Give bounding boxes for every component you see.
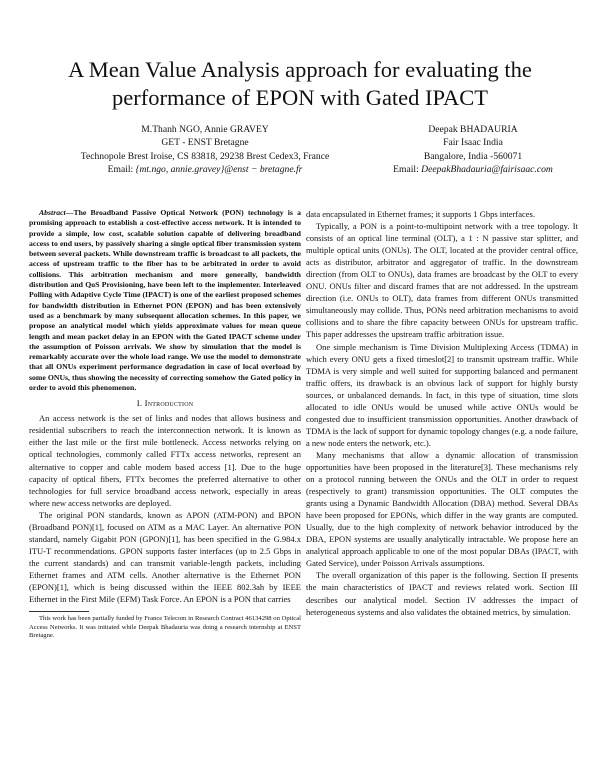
right-column	[306, 208, 578, 618]
email-label: Email:	[393, 164, 419, 176]
footnote-divider	[29, 611, 89, 612]
section-title: Introduction	[144, 398, 194, 409]
author-names: M.Thanh NGO, Annie GRAVEY	[141, 124, 269, 135]
author-email: {mt.ngo, annie.gravey}@enst − bretagne.fr	[135, 164, 303, 176]
author-affiliation: Fair Isaac India	[443, 137, 503, 149]
author-email-line	[358, 163, 588, 176]
author-email: DeepakBhadauria@fairisaac.com	[421, 164, 553, 176]
author-address: Technopole Brest Iroise, CS 83818, 29238 Brest Cedex3, France	[80, 150, 330, 162]
body-paragraph: data encapsulated in Ethernet frames; it supports 1 Gbps interfaces.	[306, 209, 535, 219]
email-label: Email:	[107, 164, 134, 176]
body-paragraph: The original PON standards, known as APON (ATM-PON) and BPON (Broadband PON)[1], focused on ATM as a MAC Layer. An alternative PON standard, namely Gigabit PON (GPON)[1], has been specified in the G.984.x ITU-T recommendations. GPON supports faster interfaces (up to 2.5 Gbps in the current standards) and can transmit variable-length packets, including Ethernet frames and ATM cells. Another alternative is the Ethernet PON (EPON)[1], which is being discussed within the IEEE 802.3ah by IEEE Ethernet in the First Mile (EFM) Task Force. An EPON is a PON that carries	[29, 509, 301, 605]
section-number: I.	[136, 398, 143, 409]
body-paragraph: An access network is the set of links and nodes that allows business and residential subscribers to reach the interconnection network. It is known as either the last mile or the first mile bottleneck. Access networks relying on optical technologies, commonly called FTTx access networks, represent an alternative to copper and cable modem based access [1]. Due to the huge capacity of optical fibers, FTTx becomes the preferred alternative to other technologies for full service broadband access network, especially in areas where new access networks are deployed.	[29, 413, 301, 508]
author-email-line	[40, 163, 370, 176]
body-paragraph: Many mechanisms that allow a dynamic allocation of transmission opportunities have been proposed in the literature[3]. These mechanisms rely on a protocol running between the ONUs and the OLT in order to request (respectively to grant) transmission opportunities. The OLT computes the grants using a Dynamic Bandwidth Allocation (DBA) method. Several DBAs have been proposed for EPONs, which differ in the way grants are computed. Usually, due to the high complexity of network behavior introduced by the DBA, EPON systems are usually analytically intractable. We propose here an analytical approach applicable to one of the most popular DBAs (IPACT, with Gated Service), under Poisson Arrivals assumptions.	[306, 449, 578, 569]
paper-title: A Mean Value Analysis approach for evaluating the performance of EPON with Gated IPACT	[68, 57, 532, 110]
body-paragraph: One simple mechanism is Time Division Multiplexing Access (TDMA) in which every ONU gets a fixed timeslot[2] to transmit upstream traffic. While TDMA is very simple and well suited for supporting balanced and permanent traffic offers, its drawback is an obvious lack of support for highly bursty sources, or unbalanced demands. In fact, in this type of situation, time slots allocated to idle ONUs would be unused while active ONUs would be congested due to insufficient transmission opportunities. Another drawback of TDMA is the lack of support for dynamic topology changes (e.g. a node failure, a new node enters the network, etc.).	[306, 341, 578, 448]
author-block-left	[40, 123, 370, 177]
author-block-right	[358, 123, 588, 177]
abstract-label: Abstract	[39, 208, 66, 217]
footnote: This work has been partially funded by France Telecom in Research Contract 46134298 on Optical Access Networks. It was initiated while Deepak Bhadauria was doing a research internship at ENST Bretagne.	[29, 615, 301, 639]
body-paragraph: The overall organization of this paper is the following. Section II presents the main characteristics of IPACT and reviews related work. Section III describes our analytical model. Section IV addresses the impact of heterogeneous systems and also validates the obtained metrics, by simulation.	[306, 570, 578, 617]
section-heading	[29, 396, 301, 410]
body-paragraph: Typically, a PON is a point-to-multipoint network with a tree topology. It consists of an optical line terminal (OLT), a 1 : N passive star splitter, and multiple optical units (ONUs). The OLT, located at the provider central office, acts as distributor, arbitrator and aggregator of traffic. In the downstream direction (from OLT to ONUs), data frames are broadcast by the OLT to every ONU. ONUs filter and discard frames that are not addressed. In the upstream direction (i.e. ONUs to OLT), data frames from different ONUs transmitted simultaneously may collide. Thus, PONs need arbitration mechanisms to avoid collisions and to share the fibre capacity between ONUs for upstream traffic. This paper addresses the upstream traffic arbitration issue.	[306, 221, 578, 340]
author-address: Bangalore, India -560071	[423, 150, 523, 162]
author-names: Deepak BHADAURIA	[428, 124, 518, 135]
abstract	[29, 208, 301, 393]
abstract-text: —The Broadband Passive Optical Network (PON) technology is a promising approach to establish a cost-effective access network. It is intended to provide a simple, low cost, scalable solution capable of delivering broadband access to end users, by passively sharing a single optical fiber transmission system between several packets. While downstream traffic is broadcast to all packets, the access of upstream traffic to the fiber has to be arbitrated in order to avoid collisions. This arbitration mechanism and more generally, bandwidth distribution and QoS Provisioning, have been left to the implementer. Interleaved Polling with Adaptive Cycle Time (IPACT) is one of the earliest proposed schemes for bandwidth distribution in Ethernet PON (EPON) and has been extensively used as a benchmark by many subsequent allocation schemes. In this paper, we propose an analytical model which yields approximate values for mean queue length and mean packet delay in an EPON with the Gated IPACT scheme under the assumption of Poisson arrivals. We show by simulation that the model is remarkably accurate over the whole load range. We use the model to demonstrate that all ONUs experiment performance degradation in case of local overload by some ONUs, thus showing the necessity of correcting somehow the Gated policy in order to avoid this phenomenon.	[29, 208, 301, 393]
left-column	[29, 208, 301, 640]
author-affiliation: GET - ENST Bretagne	[161, 137, 249, 149]
